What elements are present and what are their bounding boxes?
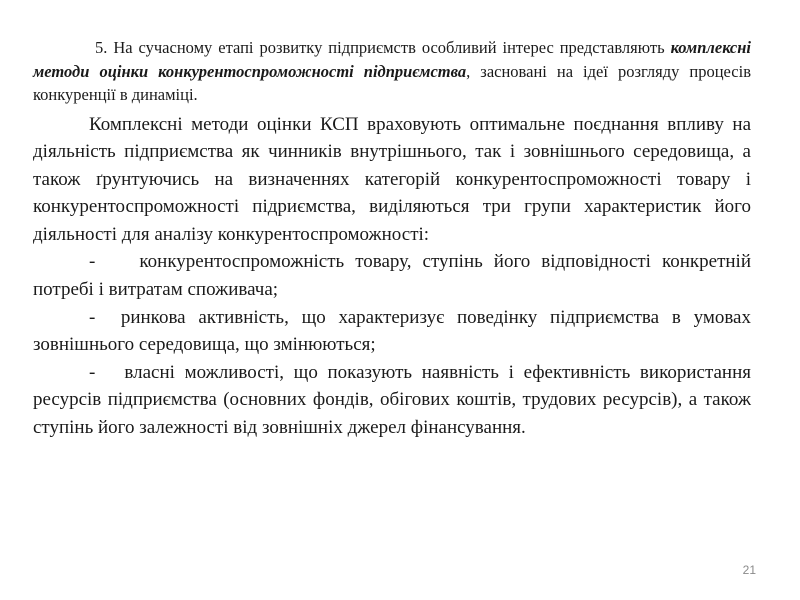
- intro-text-end: , засновані на ідеї розгляду процесів конкуренції в динаміці.: [33, 61, 751, 104]
- intro-emphasis: комплексні методи оцінки конкурентоспроможності підприємства: [33, 38, 751, 81]
- list-item-product: - конкурентоспроможність товару, ступінь його відповідності конкретній потребі і витратам споживача;: [33, 251, 751, 301]
- body-paragraph: Комплексні методи оцінки КСП враховують оптимальне поєднання впливу на діяльність підприємства як чинників внутрішнього, так і зовнішнього середовища, а також ґрунтуючись на визначеннях категорій конкурентоспроможності товару і конкурентоспроможності підриємства, виділяються три групи характеристик його діяльності для аналізу конкурентоспроможності:: [33, 113, 751, 245]
- list-item-own-capabilities: - власні можливості, що показують наявність і ефективність використання ресурсів підприємства (основних фондів, обігових коштів, трудових ресурсів), а також ступінь його залежності від зовнішніх джерел фінансування.: [33, 361, 751, 439]
- intro-paragraph: [33, 36, 751, 107]
- page-number: 21: [742, 563, 756, 577]
- intro-text-start: 5. На сучасному етапі розвитку підприємств особливий інтерес представляють: [95, 38, 671, 57]
- list-item-market-activity: - ринкова активність, що характеризує поведінку підприємства в умовах зовнішнього середовища, що змінюються;: [33, 306, 751, 356]
- slide-content: [33, 36, 751, 442]
